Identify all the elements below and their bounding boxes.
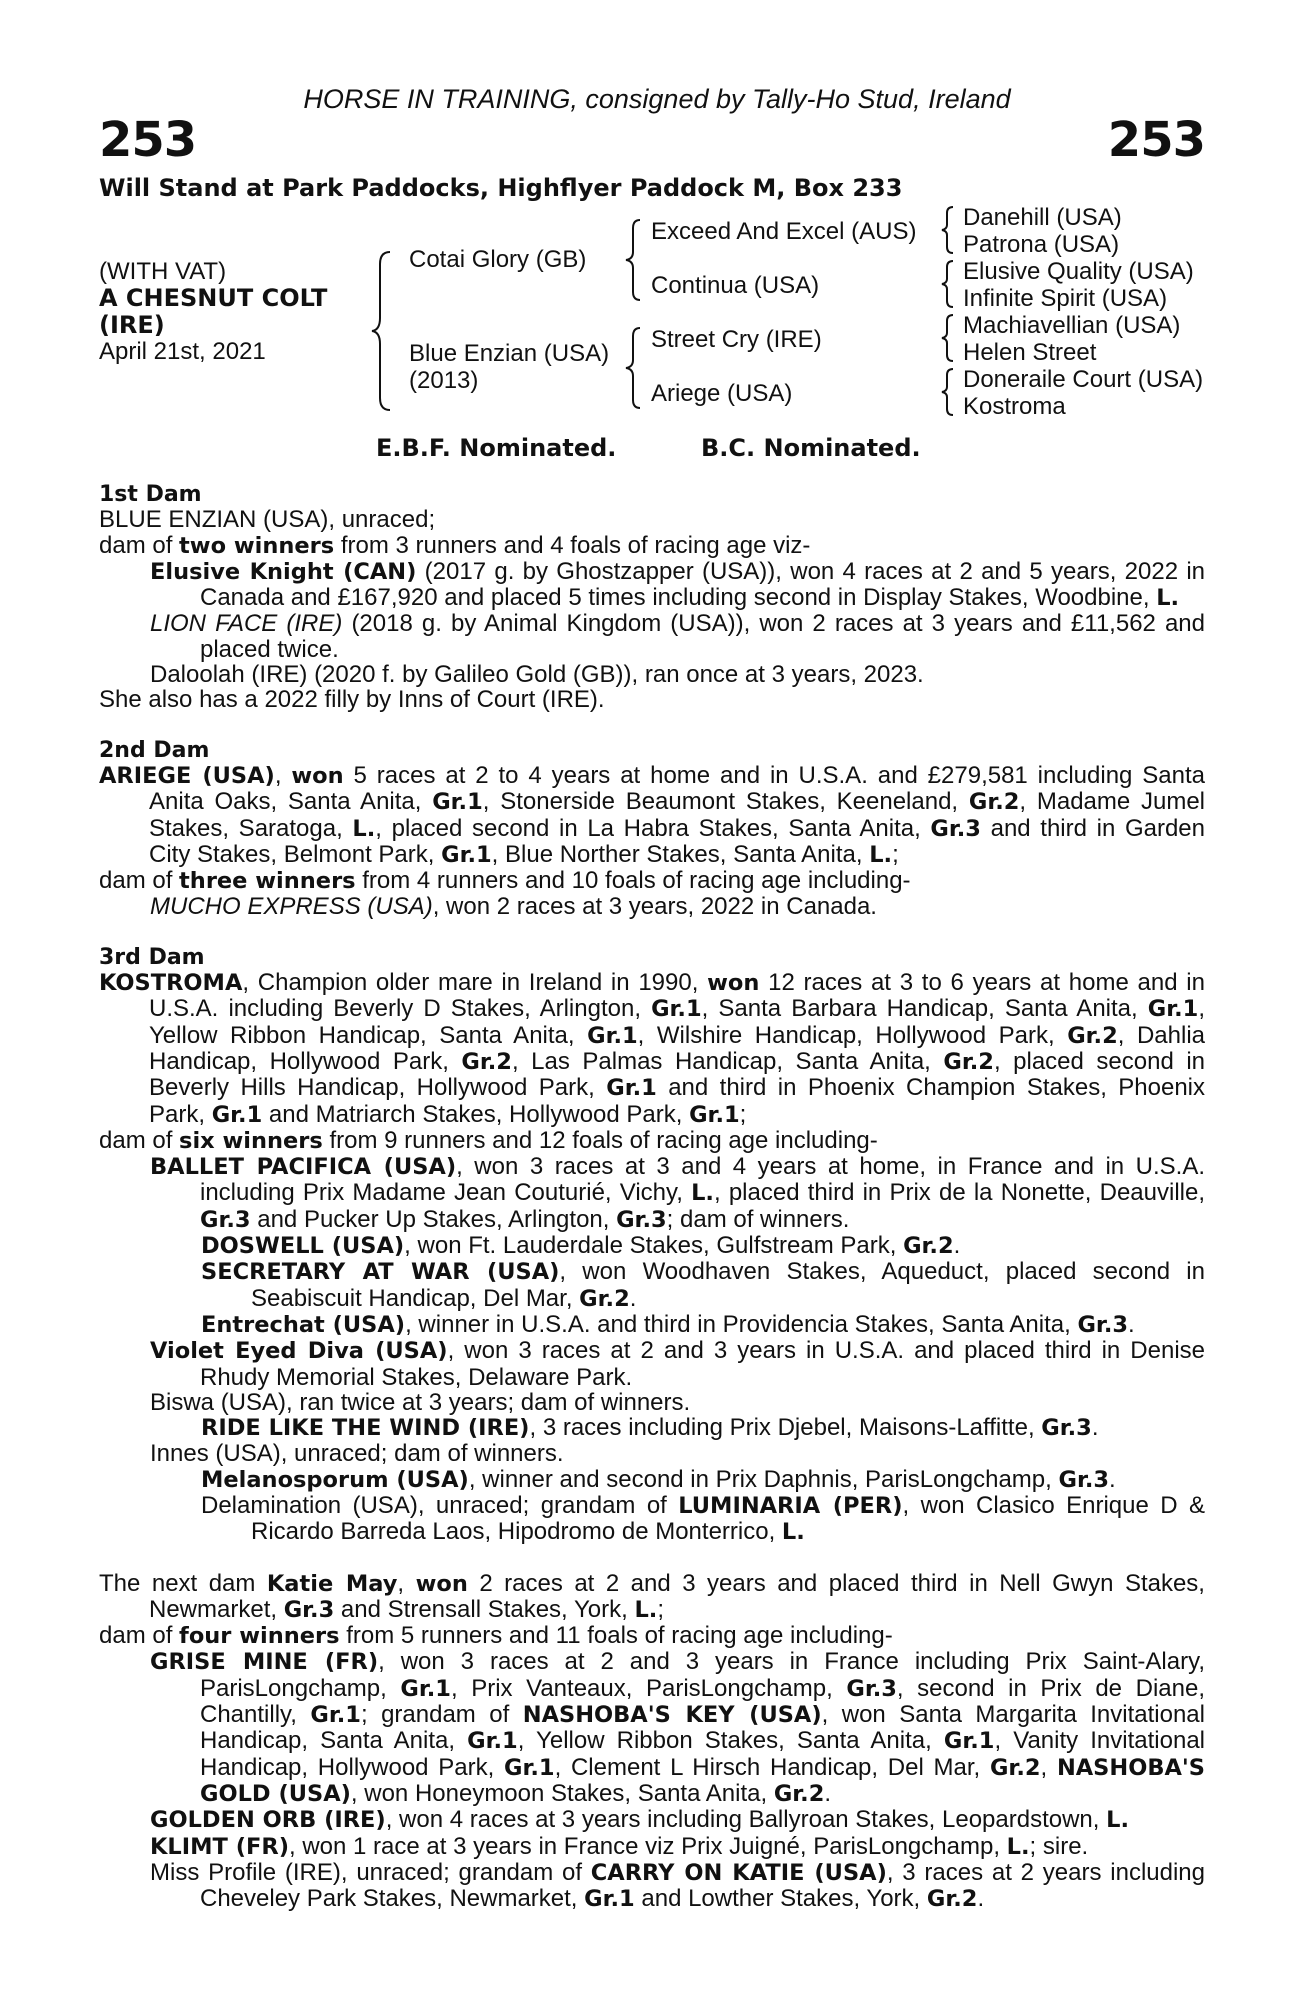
dam-paragraph: dam of two winners from 3 runners and 4 foals of racing age viz- xyxy=(99,531,811,559)
catalogue-body xyxy=(99,482,1205,1912)
spacer xyxy=(99,1546,1205,1571)
dam-paragraph: ARIEGE (USA), won 5 races at 2 to 4 years at home and in U.S.A. and £279,581 including Santa Anita Oaks, Santa Anita, Gr.1, Stonerside Beaumont Stakes, Keeneland, Gr.2, Madame Jumel Stakes, Saratoga, L., placed second in La Habra Stakes, Santa Anita, Gr.3 and third in Garden City Stakes, Belmont Park, Gr.1, Blue Norther Stakes, Santa Anita, L.; xyxy=(99,761,1206,868)
dam-paragraph: dam of four winners from 5 runners and 11 foals of racing age including- xyxy=(99,1622,893,1650)
section-heading-2nd-dam: 2nd Dam xyxy=(99,737,210,763)
produce-paragraph: Daloolah (IRE) (2020 f. by Galileo Gold (GB)), ran once at 3 years, 2023. xyxy=(150,661,924,689)
spacer xyxy=(99,920,1205,945)
produce-paragraph: Entrechat (USA), winner in U.S.A. and third in Providencia Stakes, Santa Anita, Gr.3. xyxy=(201,1310,1135,1338)
sire-sire: Exceed And Excel (AUS) xyxy=(651,218,917,245)
grandparent-7: Doneraile Court (USA) xyxy=(963,366,1204,393)
pedigree-brace-g4 xyxy=(940,367,956,417)
pedigree-brace-g3 xyxy=(940,313,956,363)
pedigree-brace-dam xyxy=(624,326,644,410)
horse-name: A CHESNUT COLT xyxy=(99,284,328,312)
pedigree-brace-g1 xyxy=(940,205,956,255)
grandparent-1: Danehill (USA) xyxy=(963,204,1122,231)
produce-paragraph: DOSWELL (USA), won Ft. Lauderdale Stakes, Gulfstream Park, Gr.2. xyxy=(201,1232,961,1260)
bc-nomination: B.C. Nominated. xyxy=(701,434,921,462)
produce-paragraph: Elusive Knight (CAN) (2017 g. by Ghostzapper (USA)), won 4 races at 2 and 5 years, 2022 in Canada and £167,920 and placed 5 times including second in Display Stakes, Woodbine, L. xyxy=(150,557,1206,612)
produce-paragraph: Violet Eyed Diva (USA), won 3 races at 2 and 3 years in U.S.A. and placed third in Denise Rhudy Memorial Stakes, Delaware Park. xyxy=(150,1337,1206,1391)
pedigree-brace-g2 xyxy=(940,259,956,309)
lot-number-left: 253 xyxy=(99,112,197,168)
produce-paragraph: Biswa (USA), ran twice at 3 years; dam of winners. xyxy=(150,1388,691,1416)
dam-sire: Street Cry (IRE) xyxy=(651,326,822,353)
section-heading-3rd-dam: 3rd Dam xyxy=(99,944,205,970)
produce-paragraph: Innes (USA), unraced; dam of winners. xyxy=(150,1440,564,1468)
section-heading-1st-dam: 1st Dam xyxy=(99,482,202,507)
dam-paragraph: KOSTROMA, Champion older mare in Ireland in 1990, won 12 races at 3 to 6 years at home and in U.S.A. including Beverly D Stakes, Arlington, Gr.1, Santa Barbara Handicap, Santa Anita, Gr.1, Yellow Ribbon Handicap, Santa Anita, Gr.1, Wilshire Handicap, Hollywood Park, Gr.2, Dahlia Handicap, Hollywood Park, Gr.2, Las Palmas Handicap, Santa Anita, Gr.2, placed second in Beverly Hills Handicap, Hollywood Park, Gr.1 and third in Phoenix Champion Stakes, Phoenix Park, Gr.1 and Matriarch Stakes, Hollywood Park, Gr.1; xyxy=(99,969,1206,1128)
foaling-date: April 21st, 2021 xyxy=(99,338,266,365)
grandparent-4: Infinite Spirit (USA) xyxy=(963,285,1168,312)
dam-dam: Ariege (USA) xyxy=(651,380,793,407)
produce-paragraph: MUCHO EXPRESS (USA), won 2 races at 3 years, 2022 in Canada. xyxy=(150,893,877,921)
produce-paragraph: KLIMT (FR), won 1 race at 3 years in France viz Prix Juigné, ParisLongchamp, L.; sire. xyxy=(150,1832,1089,1860)
dam-paragraph: BLUE ENZIAN (USA), unraced; xyxy=(99,506,436,534)
horse-name-country: (IRE) xyxy=(99,311,165,339)
dam-paragraph: She also has a 2022 filly by Inns of Court (IRE). xyxy=(99,686,605,714)
spacer xyxy=(99,713,1205,738)
ebf-nomination: E.B.F. Nominated. xyxy=(376,434,617,462)
produce-paragraph: SECRETARY AT WAR (USA), won Woodhaven Stakes, Aqueduct, placed second in Seabiscuit Handicap, Del Mar, Gr.2. xyxy=(201,1258,1205,1312)
sire-dam: Continua (USA) xyxy=(651,272,820,299)
dam-paragraph: dam of three winners from 4 runners and 10 foals of racing age including- xyxy=(99,867,911,895)
grandparent-2: Patrona (USA) xyxy=(963,231,1120,258)
grandparent-3: Elusive Quality (USA) xyxy=(963,258,1194,285)
dam-name: Blue Enzian (USA) xyxy=(409,340,610,367)
produce-paragraph: GRISE MINE (FR), won 3 races at 2 and 3 years in France including Prix Saint-Alary, ParisLongchamp, Gr.1, Prix Vanteaux, ParisLongchamp, Gr.3, second in Prix de Diane, Chantilly, Gr.1; grandam of NASHOBA'S KEY (USA), won Santa Margarita Invitational Handicap, Santa Anita, Gr.1, Yellow Ribbon Stakes, Santa Anita, Gr.1, Vanity Invitational Handicap, Hollywood Park, Gr.1, Clement L Hirsch Handicap, Del Mar, Gr.2, NASHOBA'S GOLD (USA), won Honeymoon Stakes, Santa Anita, Gr.2. xyxy=(150,1648,1206,1807)
produce-paragraph: Delamination (USA), unraced; grandam of LUMINARIA (PER), won Clasico Enrique D & Ricardo Barreda Laos, Hipodromo de Monterrico, L. xyxy=(201,1491,1205,1546)
pedigree-brace-sire xyxy=(624,218,644,302)
dam-paragraph: dam of six winners from 9 runners and 12 foals of racing age including- xyxy=(99,1126,878,1154)
grandparent-5: Machiavellian (USA) xyxy=(963,312,1181,339)
dam-year: (2013) xyxy=(409,367,479,394)
vat-note: (WITH VAT) xyxy=(99,258,227,285)
dam-paragraph: The next dam Katie May, won 2 races at 2 and 3 years and placed third in Nell Gwyn Stakes, Newmarket, Gr.3 and Strensall Stakes, York, L.; xyxy=(99,1569,1205,1623)
consignment-header: HORSE IN TRAINING, consigned by Tally-Ho Stud, Ireland xyxy=(303,84,1011,114)
produce-paragraph: GOLDEN ORB (IRE), won 4 races at 3 years including Ballyroan Stakes, Leopardstown, L. xyxy=(150,1806,1130,1834)
lot-number-right: 253 xyxy=(1107,112,1205,168)
grandparent-8: Kostroma xyxy=(963,393,1066,420)
stand-location: Will Stand at Park Paddocks, Highflyer Paddock M, Box 233 xyxy=(99,174,903,202)
grandparent-6: Helen Street xyxy=(963,339,1097,366)
produce-paragraph: BALLET PACIFICA (USA), won 3 races at 3 and 4 years at home, in France and in U.S.A. including Prix Madame Jean Couturié, Vichy, L., placed third in Prix de la Nonette, Deauville, Gr.3 and Pucker Up Stakes, Arlington, Gr.3; dam of winners. xyxy=(150,1153,1206,1233)
produce-paragraph: LION FACE (IRE) (2018 g. by Animal Kingdom (USA)), won 2 races at 3 years and £11,562 and placed twice. xyxy=(150,610,1206,663)
sire-name: Cotai Glory (GB) xyxy=(409,246,587,273)
pedigree-brace-main xyxy=(370,250,394,412)
produce-paragraph: RIDE LIKE THE WIND (IRE), 3 races including Prix Djebel, Maisons-Laffitte, Gr.3. xyxy=(201,1414,1099,1442)
produce-paragraph: Melanosporum (USA), winner and second in Prix Daphnis, ParisLongchamp, Gr.3. xyxy=(201,1465,1116,1493)
produce-paragraph: Miss Profile (IRE), unraced; grandam of CARRY ON KATIE (USA), 3 races at 2 years including Cheveley Park Stakes, Newmarket, Gr.1 and Lowther Stakes, York, Gr.2. xyxy=(150,1858,1205,1913)
